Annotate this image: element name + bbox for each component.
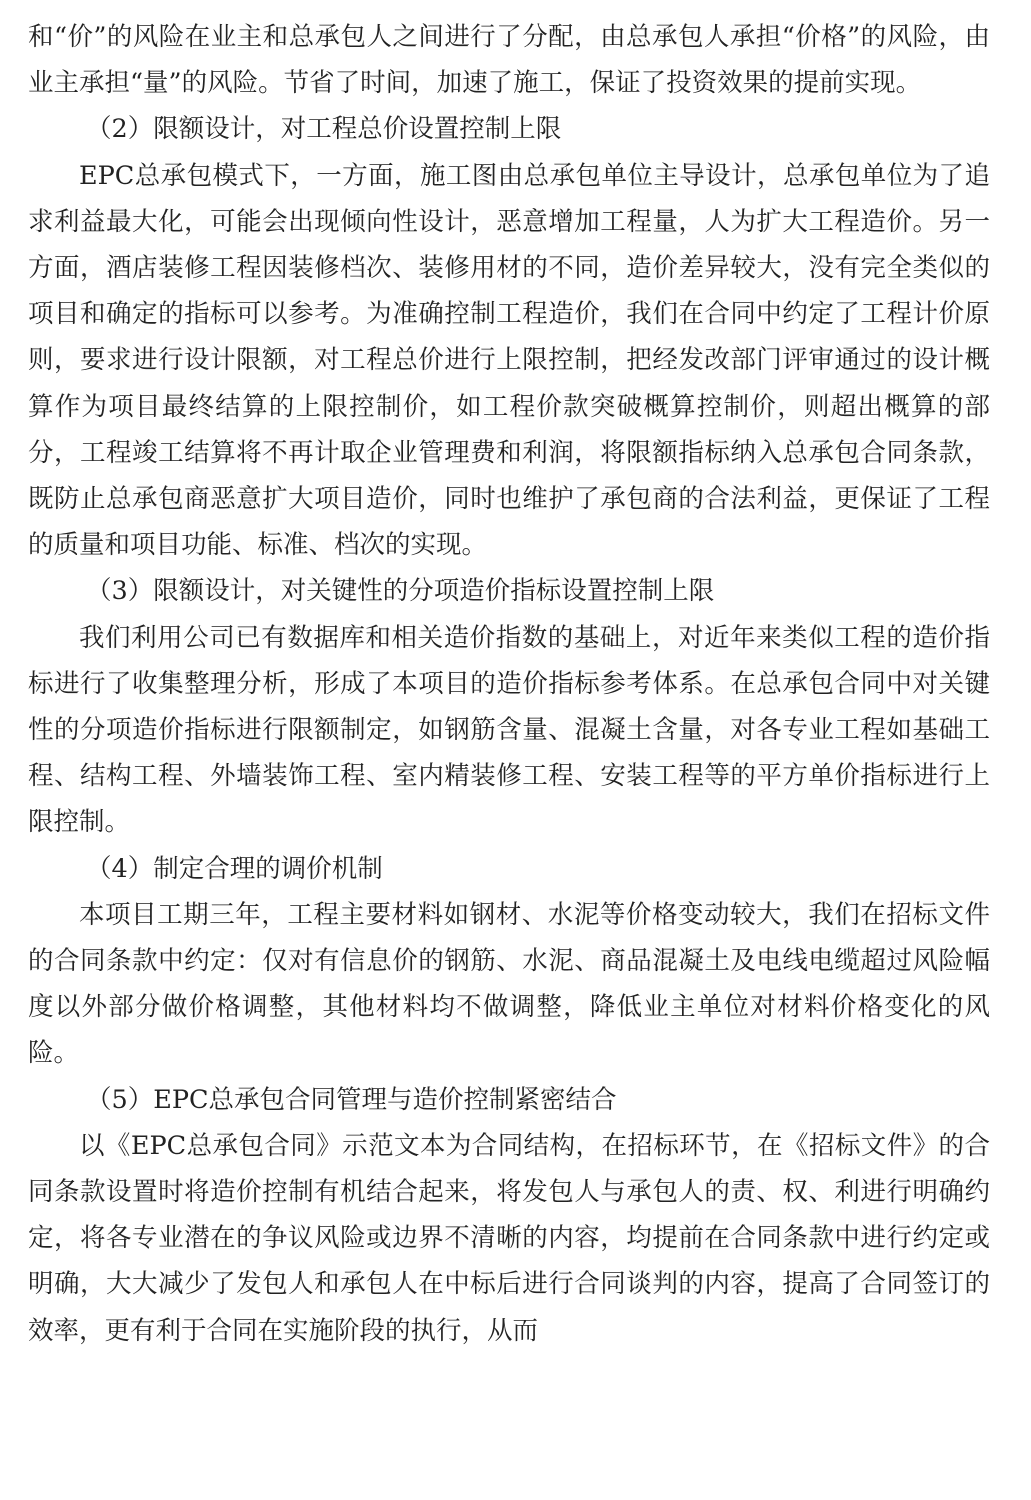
- paragraph-itemized-index-limit: 我们利用公司已有数据库和相关造价指数的基础上，对近年来类似工程的造价指标进行了收集整理分析，形成了本项目的造价指标参考体系。在总承包合同中对关键性的分项造价指标进行限额制定，如钢筋含量、混凝土含量，对各专业工程如基础工程、结构工程、外墙装饰工程、室内精装修工程、安装工程等的平方单价指标进行上限控制。: [28, 622, 990, 838]
- document-page: [28, 14, 990, 1354]
- heading-itemized-index-limit: （3）限额设计，对关键性的分项造价指标设置控制上限: [86, 576, 715, 607]
- paragraph-price-adjustment: 本项目工期三年，工程主要材料如钢材、水泥等价格变动较大，我们在招标文件的合同条款中约定：仅对有信息价的钢筋、水泥、商品混凝土及电线电缆超过风险幅度以外部分做价格调整，其他材料均不做调整，降低业主单位对材料价格变化的风险。: [28, 899, 990, 1069]
- heading-contract-management: （5）EPC总承包合同管理与造价控制紧密结合: [86, 1084, 617, 1115]
- paragraph-total-price-limit: EPC总承包模式下，一方面，施工图由总承包单位主导设计，总承包单位为了追求利益最大化，可能会出现倾向性设计，恶意增加工程量，人为扩大工程造价。另一方面，酒店装修工程因装修档次、装修用材的不同，造价差异较大，没有完全类似的项目和确定的指标可以参考。为准确控制工程造价，我们在合同中约定了工程计价原则，要求进行设计限额，对工程总价进行上限控制，把经发改部门评审通过的设计概算作为项目最终结算的上限控制价，如工程价款突破概算控制价，则超出概算的部分，工程竣工结算将不再计取企业管理费和利润，将限额指标纳入总承包合同条款，既防止总承包商恶意扩大项目造价，同时也维护了承包商的合法利益，更保证了工程的质量和项目功能、标准、档次的实现。: [28, 160, 990, 561]
- heading-price-adjustment: （4）制定合理的调价机制: [86, 853, 383, 884]
- paragraph-risk-allocation: 和“价”的风险在业主和总承包人之间进行了分配，由总承包人承担“价格”的风险，由业主承担“量”的风险。节省了时间，加速了施工，保证了投资效果的提前实现。: [28, 22, 990, 99]
- paragraph-contract-management: 以《EPC总承包合同》示范文本为合同结构，在招标环节，在《招标文件》的合同条款设置时将造价控制有机结合起来，将发包人与承包人的责、权、利进行明确约定，将各专业潜在的争议风险或边界不清晰的内容，均提前在合同条款中进行约定或明确，大大减少了发包人和承包人在中标后进行合同谈判的内容，提高了合同签订的效率，更有利于合同在实施阶段的执行，从而: [28, 1130, 990, 1346]
- heading-total-price-limit: （2）限额设计，对工程总价设置控制上限: [86, 114, 562, 145]
